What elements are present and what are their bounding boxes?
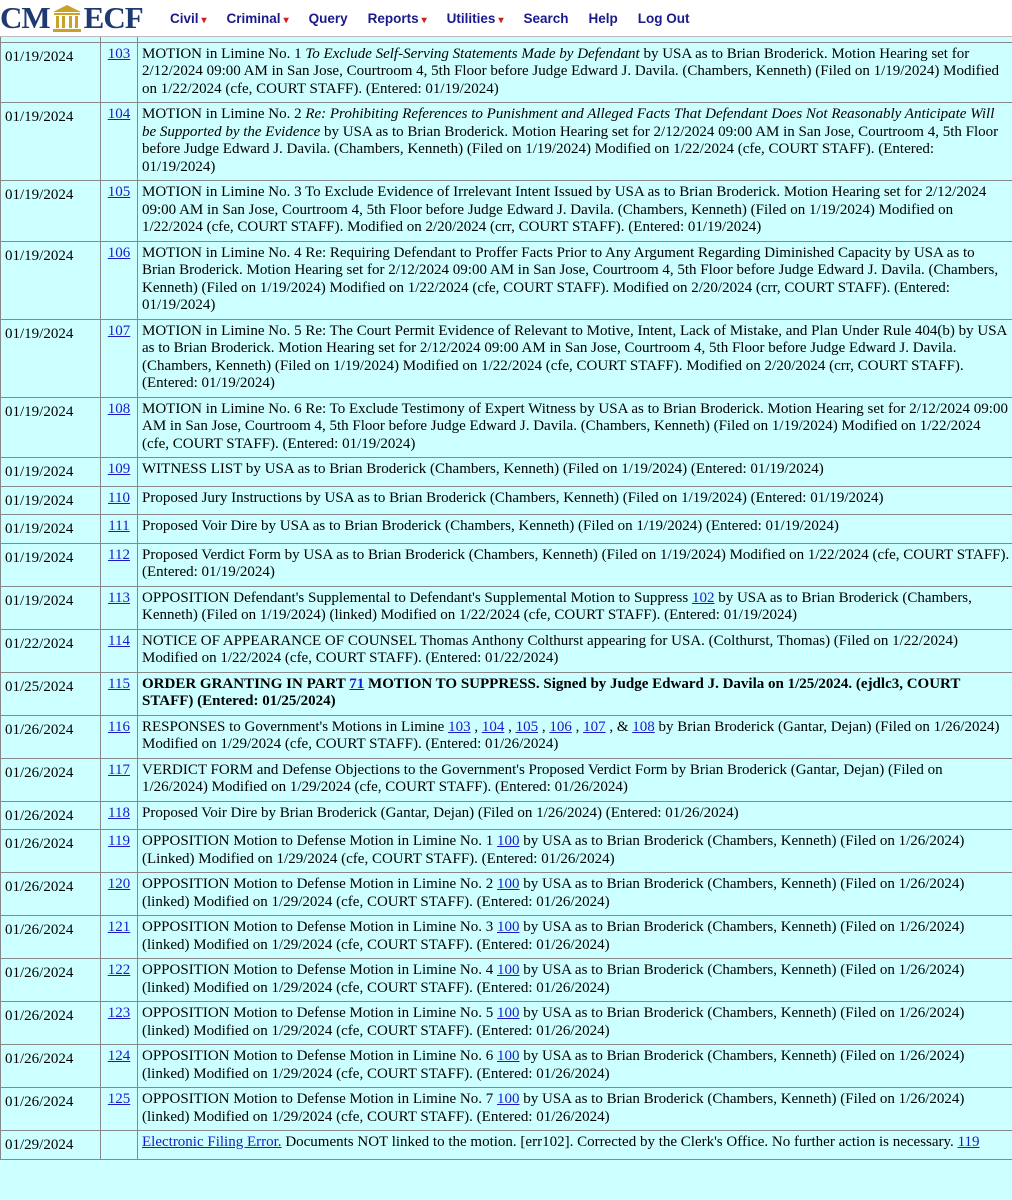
entry-date: 01/22/2024 xyxy=(5,635,74,652)
referenced-document-link[interactable]: 119 xyxy=(957,1134,980,1150)
entry-text-segment: OPPOSITION Motion to Defense Motion in Limine No. 4 xyxy=(142,962,497,978)
menu-item-help[interactable] xyxy=(589,11,618,26)
entry-text-segment: Proposed Jury Instructions by USA as to Brian Broderick (Chambers, Kenneth) (Filed on 1/19/2024) (Entered: 01/19/2024) xyxy=(142,489,884,506)
entry-text xyxy=(138,830,1012,873)
entry-text-segment: MOTION TO SUPPRESS. Signed by Judge Edward J. Davila on 1/25/2024. (ejdlc3, COURT STAFF) (Entered: 01/25/2024) xyxy=(142,675,961,709)
entry-date: 01/19/2024 xyxy=(5,549,74,566)
entry-text-segment: by USA as to Brian Broderick (Chambers, Kenneth) (Filed on 1/26/2024) (linked) Modified on 1/29/2024 (cfe, COURT STAFF). (Entered: 01/26/2024) xyxy=(142,876,965,910)
document-number-link[interactable]: 119 xyxy=(108,833,130,849)
docket-table-container[interactable] xyxy=(0,36,1012,1200)
referenced-document-link[interactable]: 100 xyxy=(496,919,520,935)
table-row xyxy=(1,758,1012,801)
menu-item-criminal[interactable] xyxy=(227,11,289,26)
entry-text-segment: VERDICT FORM and Defense Objections to the Government's Proposed Verdict Form by Brian Broderick (Gantar, Dejan) (Filed on 1/26/2024) Modified on 1/29/2024 (cfe, COURT STAFF). (Entered: 01/26/2024) xyxy=(142,761,943,795)
referenced-document-link[interactable]: 100 xyxy=(496,876,520,892)
entry-date: 01/19/2024 xyxy=(5,187,74,203)
document-number-link[interactable]: 111 xyxy=(108,518,130,534)
entry-text-segment: by Brian Broderick (Gantar, Dejan) (Filed on 1/26/2024) Modified on 1/29/2024 (cfe, COURT STAFF). (Entered: 01/26/2024) xyxy=(142,718,1000,752)
entry-text-segment: OPPOSITION Motion to Defense Motion in Limine No. 6 xyxy=(142,1048,497,1064)
table-row xyxy=(1,486,1012,515)
document-number-link[interactable]: 115 xyxy=(108,675,130,692)
table-row xyxy=(1,801,1012,830)
entry-text-segment: OPPOSITION Defendant's Supplemental to Defendant's Supplemental Motion to Suppress xyxy=(142,589,692,606)
main-menu xyxy=(170,0,710,36)
entry-date: 01/26/2024 xyxy=(5,1094,74,1110)
entry-text-segment: , xyxy=(504,718,516,735)
entry-text-segment: by USA as to Brian Broderick (Chambers, Kenneth) (Filed on 1/26/2024) (Linked) Modified on 1/29/2024 (cfe, COURT STAFF). (Entered: 01/26/2024) xyxy=(142,833,965,867)
logo-text-left: CM xyxy=(0,0,50,35)
referenced-document-link[interactable]: 107 xyxy=(583,718,606,735)
table-row xyxy=(1,715,1012,758)
table-row xyxy=(1,1002,1012,1045)
entry-text-italic: To Exclude Self-Serving Statements Made by Defendant xyxy=(305,45,640,62)
table-row xyxy=(1,959,1012,1002)
menu-item-reports[interactable] xyxy=(368,11,427,26)
entry-text-segment: MOTION in Limine No. 2 xyxy=(142,106,306,122)
table-row xyxy=(1,397,1012,458)
document-number-link[interactable]: 120 xyxy=(107,876,131,892)
docket-table xyxy=(0,36,1012,1160)
entry-text xyxy=(138,397,1012,458)
referenced-document-link[interactable]: 105 xyxy=(515,718,539,735)
table-row xyxy=(1,515,1012,544)
table-row xyxy=(1,830,1012,873)
logo-text-right: ECF xyxy=(83,0,143,35)
document-number-link[interactable]: 107 xyxy=(107,322,131,339)
entry-date: 01/25/2024 xyxy=(5,678,74,695)
entry-text xyxy=(138,1045,1012,1088)
menu-item-query[interactable] xyxy=(309,11,348,26)
entry-text xyxy=(138,543,1012,586)
entry-text xyxy=(138,319,1012,397)
entry-text xyxy=(138,241,1012,319)
cmecf-logo[interactable] xyxy=(0,1,143,35)
document-number-link[interactable]: 108 xyxy=(107,400,131,417)
entry-text-segment: MOTION in Limine No. 4 Re: Requiring Defendant to Proffer Facts Prior to Any Argument Regarding Diminished Capacity by USA as to Brian Broderick. Motion Hearing set for 2/12/2024 09:00 AM in San Jose, Courtroom 4, 5th Floor before Judge Edward J. Davila. (Chambers, Kenneth) (Filed on 1/19/2024) Modified on 1/22/2024 (cfe, COURT STAFF). Modified on 2/20/2024 (crr, COURT STAFF). (Entered: 01/19/2024) xyxy=(142,244,999,313)
entry-text-segment: OPPOSITION Motion to Defense Motion in Limine No. 2 xyxy=(142,876,497,892)
document-number-link[interactable]: 122 xyxy=(107,962,131,978)
entry-text xyxy=(138,715,1012,758)
entry-date: 01/26/2024 xyxy=(5,879,74,895)
entry-text-segment: Proposed Voir Dire by USA as to Brian Broderick (Chambers, Kenneth) (Filed on 1/19/2024) (Entered: 01/19/2024) xyxy=(142,518,839,534)
table-row xyxy=(1,458,1012,487)
referenced-document-link[interactable]: 100 xyxy=(496,1091,520,1107)
dropdown-caret-icon: ▾ xyxy=(421,14,427,26)
dropdown-caret-icon: ▾ xyxy=(283,14,289,26)
entry-text-segment: MOTION in Limine No. 1 xyxy=(142,45,306,62)
referenced-document-link[interactable]: 102 xyxy=(691,589,715,606)
dropdown-caret-icon: ▾ xyxy=(498,14,504,26)
entry-date: 01/29/2024 xyxy=(5,1137,74,1153)
entry-date: 01/19/2024 xyxy=(5,109,74,125)
entry-date: 01/19/2024 xyxy=(5,592,74,609)
document-number-link[interactable]: 109 xyxy=(107,461,131,477)
entry-date: 01/19/2024 xyxy=(5,48,74,65)
table-row xyxy=(1,672,1012,715)
table-row xyxy=(1,42,1012,103)
document-number-link[interactable]: 104 xyxy=(107,106,131,122)
entry-text xyxy=(138,103,1012,181)
entry-date: 01/26/2024 xyxy=(5,1051,74,1067)
entry-text xyxy=(138,629,1012,672)
entry-text xyxy=(138,1131,1012,1160)
referenced-document-link[interactable]: 100 xyxy=(496,962,520,978)
entry-text-segment: MOTION in Limine No. 3 To Exclude Evidence of Irrelevant Intent Issued by USA as to Brian Broderick. Motion Hearing set for 2/12/2024 09:00 AM in San Jose, Courtroom 4, 5th Floor before Judge Edward J. Davila. (Chambers, Kenneth) (Filed on 1/19/2024) Modified on 1/22/2024 (cfe, COURT STAFF). Modified on 2/20/2024 (crr, COURT STAFF). (Entered: 01/19/2024) xyxy=(142,184,987,235)
document-number-link[interactable]: 121 xyxy=(107,919,131,935)
document-number-link[interactable]: 113 xyxy=(108,589,130,606)
courthouse-icon xyxy=(52,4,82,32)
entry-text xyxy=(138,801,1012,830)
referenced-document-link[interactable]: 104 xyxy=(481,718,505,735)
entry-date: 01/26/2024 xyxy=(5,922,74,938)
menu-item-label: Utilities xyxy=(446,10,496,26)
menu-item-civil[interactable] xyxy=(170,11,207,26)
table-row xyxy=(1,181,1012,242)
entry-text-segment: Documents NOT linked to the motion. [err102]. Corrected by the Clerk's Office. No further action is necessary. xyxy=(281,1134,958,1150)
table-row xyxy=(1,629,1012,672)
menu-item-log-out[interactable] xyxy=(638,11,690,26)
entry-date: 01/26/2024 xyxy=(5,1008,74,1024)
entry-text-segment: WITNESS LIST by USA as to Brian Broderick (Chambers, Kenneth) (Filed on 1/19/2024) (Entered: 01/19/2024) xyxy=(142,461,824,477)
menu-item-label: Help xyxy=(588,10,618,26)
entry-text-italic: Re: Prohibiting References to Punishment and Alleged Facts That Defendant Does Not Reasonably Anticipate Will be Supported by the Evidence xyxy=(142,106,995,140)
document-number-link[interactable]: 106 xyxy=(107,244,131,261)
referenced-document-link[interactable]: Electronic Filing Error. xyxy=(142,1134,282,1150)
table-row xyxy=(1,241,1012,319)
entry-text-segment: by USA as to Brian Broderick (Chambers, Kenneth) (Filed on 1/26/2024) (linked) Modified on 1/29/2024 (cfe, COURT STAFF). (Entered: 01/26/2024) xyxy=(142,1048,965,1082)
entry-text-segment: OPPOSITION Motion to Defense Motion in Limine No. 5 xyxy=(142,1005,497,1021)
document-number-link[interactable]: 103 xyxy=(107,45,131,62)
entry-text-segment: MOTION in Limine No. 6 Re: To Exclude Testimony of Expert Witness by USA as to Brian Broderick. Motion Hearing set for 2/12/2024 09:00 AM in San Jose, Courtroom 4, 5th Floor before Judge Edward J. Davila. (Chambers, Kenneth) (Filed on 1/19/2024) Modified on 1/22/2024 (cfe, COURT STAFF). (Entered: 01/19/2024) xyxy=(142,400,1008,452)
table-row xyxy=(1,543,1012,586)
referenced-document-link[interactable]: 100 xyxy=(496,1005,520,1021)
entry-text xyxy=(138,458,1012,487)
document-number-link[interactable]: 125 xyxy=(107,1091,131,1107)
entry-text xyxy=(138,586,1012,629)
table-row xyxy=(1,873,1012,916)
dropdown-caret-icon: ▾ xyxy=(201,14,207,26)
entry-text-segment: by USA as to Brian Broderick (Chambers, Kenneth) (Filed on 1/19/2024) (linked) Modified on 1/22/2024 (cfe, COURT STAFF). (Entered: 01/19/2024) xyxy=(142,589,972,623)
entry-text-segment: Proposed Verdict Form by USA as to Brian Broderick (Chambers, Kenneth) (Filed on 1/19/2024) Modified on 1/22/2024 (cfe, COURT STAFF). (Entered: 01/19/2024) xyxy=(142,546,1010,580)
entry-text xyxy=(138,758,1012,801)
document-number-link[interactable]: 110 xyxy=(108,489,130,506)
document-number-link[interactable]: 105 xyxy=(107,184,131,200)
table-row xyxy=(1,586,1012,629)
table-row xyxy=(1,103,1012,181)
menu-item-search[interactable] xyxy=(523,11,568,26)
entry-text-segment: OPPOSITION Motion to Defense Motion in Limine No. 3 xyxy=(142,919,497,935)
referenced-document-link[interactable]: 100 xyxy=(496,1048,520,1064)
entry-text-segment: , xyxy=(470,718,482,735)
entry-text xyxy=(138,1088,1012,1131)
referenced-document-link[interactable]: 100 xyxy=(496,833,520,849)
menu-item-label: Log Out xyxy=(637,10,690,26)
menu-item-label: Search xyxy=(523,10,569,26)
entry-text xyxy=(138,672,1012,715)
referenced-document-link[interactable]: 103 xyxy=(448,718,471,735)
entry-text-segment: ORDER GRANTING IN PART xyxy=(142,675,350,692)
table-row xyxy=(1,1088,1012,1131)
entry-text-segment: by USA as to Brian Broderick (Chambers, Kenneth) (Filed on 1/26/2024) (linked) Modified on 1/29/2024 (cfe, COURT STAFF). (Entered: 01/26/2024) xyxy=(142,1091,965,1125)
entry-text-segment: by USA as to Brian Broderick (Chambers, Kenneth) (Filed on 1/26/2024) (linked) Modified on 1/29/2024 (cfe, COURT STAFF). (Entered: 01/26/2024) xyxy=(142,1005,965,1039)
entry-date: 01/26/2024 xyxy=(5,807,74,824)
entry-date: 01/19/2024 xyxy=(5,492,74,509)
document-number-link[interactable]: 124 xyxy=(107,1048,131,1064)
entry-text-segment: , & xyxy=(605,718,633,735)
top-menu-bar xyxy=(0,0,1012,37)
entry-text-segment: MOTION in Limine No. 5 Re: The Court Permit Evidence of Relevant to Motive, Intent, Lack of Mistake, and Plan Under Rule 404(b) by USA as to Brian Broderick. Motion Hearing set for 2/12/2024 09:00 AM in San Jose, Courtroom 4, 5th Floor before Judge Edward J. Davila. (Chambers, Kenneth) (Filed on 1/19/2024) Modified on 1/22/2024 (cfe, COURT STAFF). Modified on 2/20/2024 (crr, COURT STAFF). (Entered: 01/19/2024) xyxy=(142,322,1007,391)
table-row xyxy=(1,916,1012,959)
entry-text-segment: RESPONSES to Government's Motions in Limine xyxy=(142,718,449,735)
table-row xyxy=(1,1131,1012,1160)
referenced-document-link[interactable]: 106 xyxy=(549,718,572,735)
entry-date: 01/26/2024 xyxy=(5,836,74,852)
entry-text-segment: , xyxy=(571,718,584,735)
entry-text-segment: by USA as to Brian Broderick (Chambers, Kenneth) (Filed on 1/26/2024) (linked) Modified on 1/29/2024 (cfe, COURT STAFF). (Entered: 01/26/2024) xyxy=(142,919,965,953)
entry-date: 01/26/2024 xyxy=(5,721,74,738)
entry-text xyxy=(138,959,1012,1002)
document-number-link[interactable]: 112 xyxy=(108,546,130,563)
entry-date: 01/26/2024 xyxy=(5,965,74,981)
referenced-document-link[interactable]: 71 xyxy=(349,675,365,692)
document-number-link[interactable]: 123 xyxy=(107,1005,131,1021)
entry-date: 01/19/2024 xyxy=(5,464,74,480)
entry-text xyxy=(138,515,1012,544)
entry-text-segment: OPPOSITION Motion to Defense Motion in Limine No. 7 xyxy=(142,1091,497,1107)
entry-text-segment: OPPOSITION Motion to Defense Motion in Limine No. 1 xyxy=(142,833,497,849)
entry-date: 01/19/2024 xyxy=(5,325,74,342)
entry-date: 01/26/2024 xyxy=(5,764,74,781)
entry-text-segment: , xyxy=(538,718,550,735)
menu-item-utilities[interactable] xyxy=(447,11,504,26)
entry-text-segment: Proposed Voir Dire by Brian Broderick (Gantar, Dejan) (Filed on 1/26/2024) (Entered: 01/26/2024) xyxy=(142,804,739,821)
document-number-link[interactable]: 118 xyxy=(108,804,130,821)
entry-date: 01/19/2024 xyxy=(5,247,74,264)
entry-text-segment: by USA as to Brian Broderick. Motion Hearing set for 2/12/2024 09:00 AM in San Jose, Courtroom 4, 5th Floor before Judge Edward J. Davila. (Chambers, Kenneth) (Filed on 1/19/2024) Modified on 1/22/2024 (cfe, COURT STAFF). (Entered: 01/19/2024) xyxy=(142,45,999,97)
menu-item-label: Query xyxy=(308,10,348,26)
document-number-link[interactable]: 114 xyxy=(108,632,130,649)
entry-text-segment: NOTICE OF APPEARANCE OF COUNSEL Thomas Anthony Colthurst appearing for USA. (Colthurst, Thomas) (Filed on 1/22/2024) Modified on 1/22/2024 (cfe, COURT STAFF). (Entered: 01/22/2024) xyxy=(142,632,958,666)
entry-text xyxy=(138,873,1012,916)
menu-item-label: Reports xyxy=(367,10,419,26)
menu-item-label: Criminal xyxy=(226,10,281,26)
menu-item-label: Civil xyxy=(170,10,199,26)
referenced-document-link[interactable]: 108 xyxy=(632,718,655,735)
document-number-link[interactable]: 117 xyxy=(108,761,130,778)
entry-date: 01/19/2024 xyxy=(5,521,74,537)
entry-date: 01/19/2024 xyxy=(5,403,74,420)
table-row xyxy=(1,1045,1012,1088)
table-row xyxy=(1,319,1012,397)
entry-text xyxy=(138,916,1012,959)
entry-text-segment: by USA as to Brian Broderick (Chambers, Kenneth) (Filed on 1/26/2024) (linked) Modified on 1/29/2024 (cfe, COURT STAFF). (Entered: 01/26/2024) xyxy=(142,962,965,996)
entry-text xyxy=(138,42,1012,103)
entry-text-segment: by USA as to Brian Broderick. Motion Hearing set for 2/12/2024 09:00 AM in San Jose, Courtroom 4, 5th Floor before Judge Edward J. Davila. (Chambers, Kenneth) (Filed on 1/19/2024) Modified on 1/22/2024 (cfe, COURT STAFF). (Entered: 01/19/2024) xyxy=(142,123,999,175)
entry-text xyxy=(138,1002,1012,1045)
entry-text xyxy=(138,181,1012,242)
entry-text xyxy=(138,486,1012,515)
document-number-link[interactable]: 116 xyxy=(108,718,130,735)
